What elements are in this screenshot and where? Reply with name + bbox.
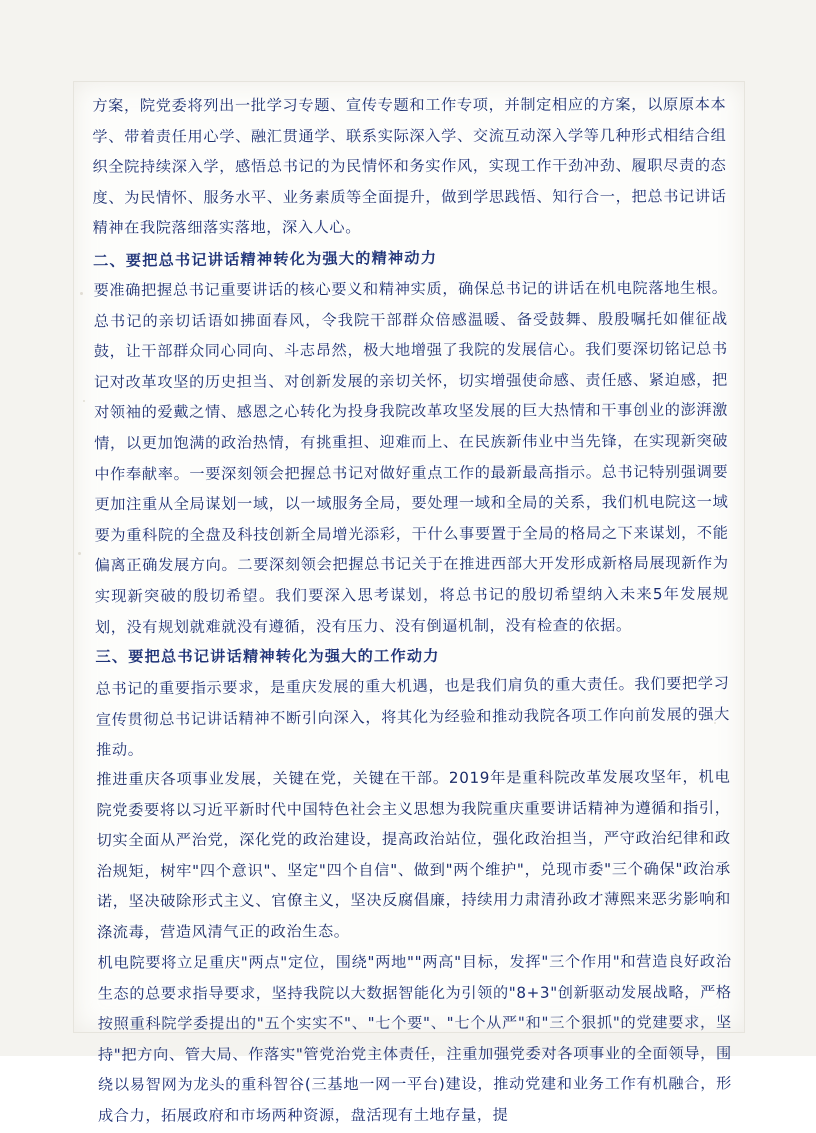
paragraph-closing: 机电院要将立足重庆"两点"定位，围绕"两地""两高"目标，发挥"三个作用"和营造良好政治生态的总要求指导要求，坚持我院以大数据智能化为引领的"8+3"创新驱动发展战略，严格按照重科院学委提出的"五个实实不"、"七个要"、"七个从严"和"三个狠抓"的党建要求，坚持"把方向、管大局、作落实"管党治党主体责任，注重加强党委对各项事业的全面领导，围绕以易智网为龙头的重科智谷(三基地一网一平台)建设，推动党建和业务工作有机融合，形成合力，拓展政府和市场两种资源，盘活现有土地存量，提	[97, 951, 732, 1125]
scan-speck	[83, 400, 85, 402]
handwritten-body	[92, 88, 732, 1125]
document-paper	[74, 82, 744, 1125]
paragraph-opening: 方案，院党委将列出一批学习专题、宣传专题和工作专项，并制定相应的方案，以原原本本学、带着责任用心学、融汇贯通学、联系实际深入学、交流互动深入学等几种形式相结合组织全院持续深入学，感悟总书记的为民情怀和务实作风，实现工作干劲冲劲、履职尽责的态度、为民情怀、服务水平、业务素质等全面提升，做到学思践悟、知行合一，把总书记讲话精神在我院落细落实落地，深入人心。	[92, 95, 727, 238]
paragraph-party-building: 推进重庆各项事业发展，关键在党，关键在干部。2019年是重科院改革发展攻坚年，机电院党委要将以习近平新时代中国特色社会主义思想为我院重庆重要讲话精神为遵循和指引，切实全面从严治党，深化党的政治建设，提高政治站位，强化政治担当，严守政治纪律和政治规矩，树牢"四个意识"、坚定"四个自信"、做到"两个维护"，兑现市委"三个确保"政治承诺，坚决破除形式主义、官僚主义，坚决反腐倡廉，持续用力肃清孙政才薄熙来恶劣影响和涤流毒，营造风清气正的政治生态。	[96, 767, 731, 942]
paragraph-section-two-body: 要准确把握总书记重要讲话的核心要义和精神实质，确保总书记的讲话在机电院落地生根。总书记的亲切话语如拂面春风，令我院干部群众倍感温暖、备受鼓舞、殷殷嘱托如催征战鼓，让干部群众同心同向、斗志昂然，极大地增强了我院的发展信心。我们要深切铭记总书记对改革攻坚的历史担当、对创新发展的亲切关怀，切实增强使命感、责任感、紧迫感，把对领袖的爱戴之情、感恩之心转化为投身我院改革攻坚发展的巨大热情和干事创业的澎湃激情，以更加饱满的政治热情，有挑重担、迎难而上、在民族新伟业中当先锋，在实现新突破中作奉献率。一要深刻领会把握总书记对做好重点工作的最新最高指示。总书记特别强调要更加注重从全局谋划一域，以一域服务全局，要处理一域和全局的关系，我们机电院这一域要为重科院的全盘及科技创新全局增光添彩，干什么事要置于全局的格局之下来谋划，不能偏离正确发展方向。二要深刻领会把握总书记关于在推进西部大开发形成新格局展现新作为实现新突破的殷切希望。我们要深入思考谋划，将总书记的殷切希望纳入未来5年发展规划，没有规划就难就没有遵循，没有压力、没有倒逼机制，没有检查的依据。	[93, 278, 729, 636]
scan-speck	[78, 552, 81, 555]
section-heading-three: 三、要把总书记讲话精神转化为强大的工作动力	[95, 646, 440, 666]
scan-speck	[80, 292, 83, 295]
section-heading-two: 二、要把总书记讲话精神转化为强大的精神动力	[92, 248, 438, 270]
paragraph-section-three-body: 总书记的重要指示要求，是重庆发展的重大机遇，也是我们肩负的重大责任。我们要把学习宣传贯彻总书记讲话精神不断引向深入，将其化为经验和推动我院各项工作向前发展的强大推动。	[95, 674, 730, 760]
